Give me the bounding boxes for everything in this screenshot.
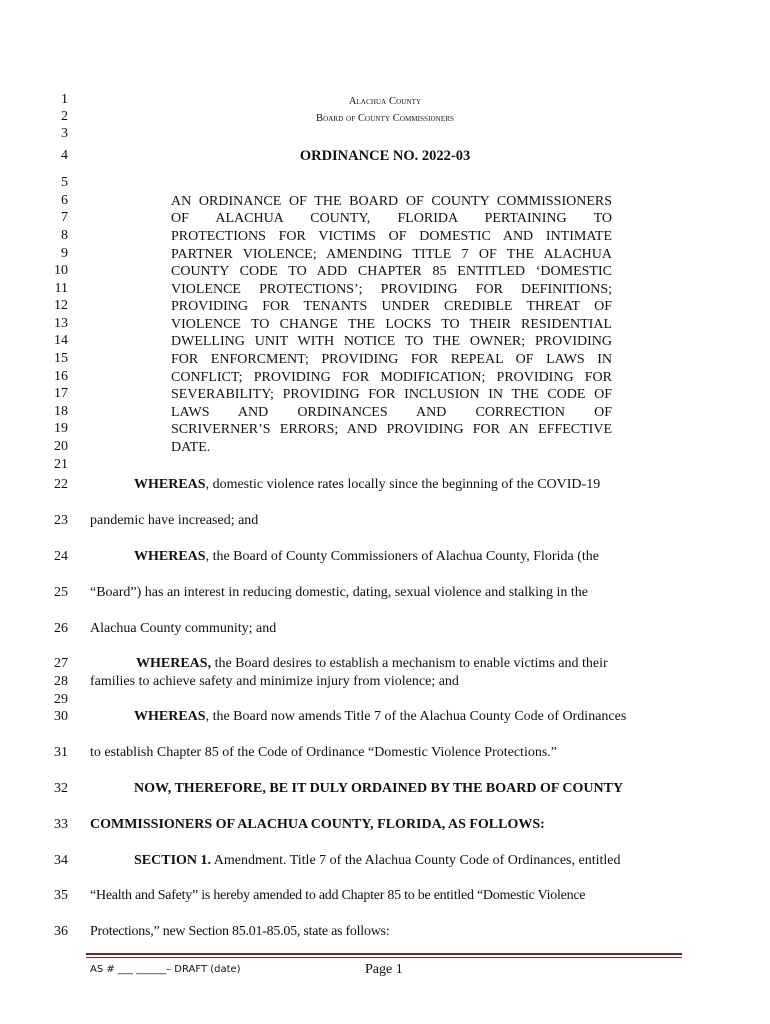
section-1	[134, 853, 620, 869]
line-number: 25	[54, 585, 68, 600]
whereas-1	[134, 477, 600, 493]
line-number: 29	[54, 692, 68, 707]
summary-line: VIOLENCE PROTECTIONS’; PROVIDING FOR DEFINITIONS;	[171, 282, 612, 297]
line-number: 8	[61, 228, 68, 243]
whereas-keyword: WHEREAS	[134, 549, 206, 564]
whereas-4	[134, 709, 626, 725]
ordinance-title: ORDINANCE NO. 2022-03	[299, 148, 471, 164]
board-name: Board of County Commissioners	[316, 113, 454, 124]
section-1-cont: “Health and Safety” is hereby amended to add Chapter 85 to be entitled “Domestic Violence	[90, 888, 586, 903]
line-number: 27	[54, 656, 68, 671]
line-number: 9	[61, 246, 68, 261]
summary-line: DWELLING UNIT WITH NOTICE TO THE OWNER; PROVIDING	[171, 334, 612, 349]
whereas-keyword: WHEREAS	[134, 709, 206, 724]
summary-line: SEVERABILITY; PROVIDING FOR INCLUSION IN THE CODE OF	[171, 387, 612, 402]
line-number: 30	[54, 709, 68, 724]
whereas-keyword: WHEREAS	[134, 477, 206, 492]
line-number: 33	[54, 817, 68, 832]
line-number: 14	[54, 333, 68, 348]
line-number: 12	[54, 298, 68, 313]
summary-line: PROTECTIONS FOR VICTIMS OF DOMESTIC AND INTIMATE	[171, 229, 612, 244]
line-number: 24	[54, 549, 68, 564]
summary-line: FOR ENFORCMENT; PROVIDING FOR REPEAL OF LAWS IN	[171, 352, 612, 367]
footer-rule	[86, 953, 682, 955]
line-number: 23	[54, 513, 68, 528]
whereas-3-cont: families to achieve safety and minimize injury from violence; and	[90, 674, 459, 689]
whereas-text: , the Board now amends Title 7 of the Alachua County Code of Ordinances	[205, 709, 627, 724]
whereas-3	[136, 656, 608, 672]
section-1-cont: Protections,” new Section 85.01-85.05, state as follows:	[90, 924, 390, 939]
page-number: Page 1	[365, 962, 403, 977]
line-number: 22	[54, 477, 68, 492]
ordained-clause: NOW, THEREFORE, BE IT DULY ORDAINED BY THE BOARD OF COUNTY	[134, 781, 624, 796]
line-number: 35	[54, 888, 68, 903]
section-text: Amendment. Title 7 of the Alachua County Code of Ordinances, entitled	[211, 853, 621, 868]
summary-line: VIOLENCE TO CHANGE THE LOCKS TO THEIR RESIDENTIAL	[171, 317, 612, 332]
line-number: 4	[61, 148, 68, 163]
line-number: 32	[54, 781, 68, 796]
line-number: 21	[54, 457, 68, 472]
line-number: 13	[54, 316, 68, 331]
whereas-keyword: WHEREAS,	[136, 656, 212, 671]
line-number: 36	[54, 924, 68, 939]
line-number: 3	[61, 126, 68, 141]
line-number: 6	[61, 193, 68, 208]
whereas-text: , the Board of County Commissioners of Alachua County, Florida (the	[205, 549, 599, 564]
summary-line: LAWS AND ORDINANCES AND CORRECTION OF	[171, 405, 612, 420]
line-number: 17	[54, 386, 68, 401]
line-number: 10	[54, 263, 68, 278]
summary-line: CONFLICT; PROVIDING FOR MODIFICATION; PROVIDING FOR	[171, 370, 612, 385]
line-number: 7	[61, 210, 68, 225]
whereas-text: , domestic violence rates locally since the beginning of the COVID-19	[205, 477, 601, 492]
line-number: 34	[54, 853, 68, 868]
line-number: 26	[54, 621, 68, 636]
summary-line: PROVIDING FOR TENANTS UNDER CREDIBLE THREAT OF	[171, 299, 612, 314]
line-number: 2	[61, 109, 68, 124]
whereas-text: the Board desires to establish a mechanism to enable victims and their	[211, 656, 608, 671]
county-name: Alachua County	[348, 96, 422, 107]
line-number: 16	[54, 369, 68, 384]
whereas-4-cont: to establish Chapter 85 of the Code of Ordinance “Domestic Violence Protections.”	[90, 745, 557, 760]
ordained-clause-cont: COMMISSIONERS OF ALACHUA COUNTY, FLORIDA, AS FOLLOWS:	[90, 817, 545, 832]
line-number: 15	[54, 351, 68, 366]
whereas-2	[134, 549, 599, 565]
line-number: 5	[61, 175, 68, 190]
whereas-2-cont: “Board”) has an interest in reducing domestic, dating, sexual violence and stalking in the	[90, 585, 589, 600]
summary-line: OF ALACHUA COUNTY, FLORIDA PERTAINING TO	[171, 211, 612, 226]
line-number: 11	[54, 281, 68, 296]
whereas-2-cont: Alachua County community; and	[90, 621, 277, 636]
line-number: 28	[54, 674, 68, 689]
line-number: 1	[61, 92, 68, 107]
summary-line: COUNTY CODE TO ADD CHAPTER 85 ENTITLED ‘DOMESTIC	[171, 264, 612, 279]
summary-line: DATE.	[171, 440, 211, 455]
line-number: 20	[54, 439, 68, 454]
summary-line: PARTNER VIOLENCE; AMENDING TITLE 7 OF THE ALACHUA	[171, 247, 612, 262]
draft-label: AS # ___ ______– DRAFT (date)	[90, 964, 241, 975]
footer-rule	[86, 957, 682, 958]
line-number: 18	[54, 404, 68, 419]
section-heading: SECTION 1.	[134, 853, 212, 868]
line-number: 19	[54, 421, 68, 436]
summary-line: AN ORDINANCE OF THE BOARD OF COUNTY COMMISSIONERS	[171, 194, 612, 209]
summary-line: SCRIVERNER’S ERRORS; AND PROVIDING FOR AN EFFECTIVE	[171, 422, 612, 437]
line-number: 31	[54, 745, 68, 760]
whereas-1-cont: pandemic have increased; and	[90, 513, 259, 528]
